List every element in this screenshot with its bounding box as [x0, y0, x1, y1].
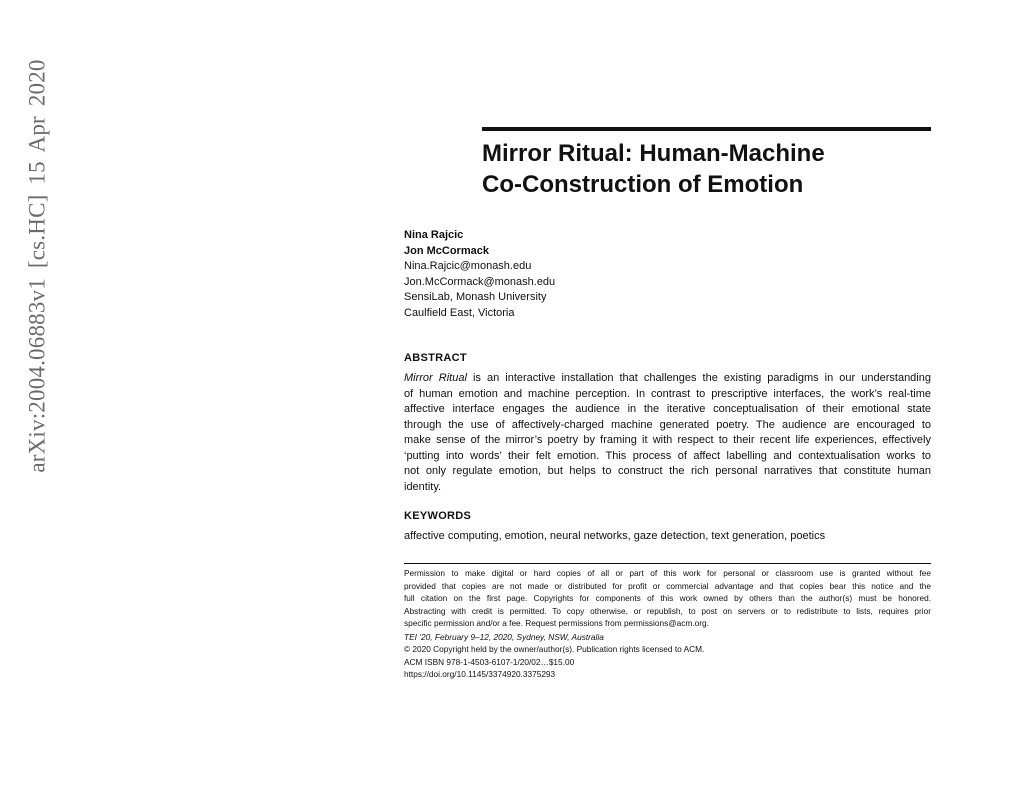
keywords-heading: KEYWORDS: [404, 510, 472, 522]
abstract-body: [404, 371, 931, 495]
permission-line: Abstracting with credit is permitted. To copy otherwise, or republish, to post on servers or to redistribute to lists, requires prior: [404, 605, 931, 616]
author-email-2: Jon.McCormack@monash.edu: [404, 275, 556, 288]
permission-line: Permission to make digital or hard copies of all or part of this work for personal or classroom use is granted without fee: [404, 568, 931, 578]
author-block: [404, 228, 804, 321]
abstract-line: make sense of the mirror’s poetry by framing it with respect to their recent life experiences, effectively: [404, 434, 931, 446]
permission-line: provided that copies are not made or distributed for profit or commercial advantage and that copies bear this notice and the: [404, 580, 931, 591]
permission-footnote: [404, 567, 931, 681]
author-affiliation: SensiLab, Monash University: [404, 291, 547, 303]
abstract-italic-lead: Mirror Ritual: [404, 372, 467, 384]
arxiv-stamp: [23, 38, 53, 493]
author-name-1: Nina Rajcic: [404, 229, 464, 241]
title-rule: [482, 127, 931, 131]
footnote-rule: [404, 563, 931, 564]
abstract-line: through the use of affectively-charged machine generated poetry. The audience are encouraged to: [404, 418, 931, 431]
abstract-line: not only regulate emotion, but helps to construct the rich personal narratives that constitute human: [404, 465, 931, 477]
arxiv-stamp-text: arXiv:2004.06883v1 [cs.HC] 15 Apr 2020: [25, 58, 51, 473]
abstract-line: [404, 371, 931, 387]
abstract-line: affective interface engages the audience in the iterative conceptualisation of their emotional state: [404, 403, 931, 415]
isbn-line: ACM ISBN 978-1-4503-6107-1/20/02…$15.00: [404, 656, 575, 667]
title-line-2: Co-Construction of Emotion: [482, 171, 804, 198]
copyright-notice: © 2020 Copyright held by the owner/author(s). Publication rights licensed to ACM.: [404, 644, 705, 654]
conference-info: TEI ’20, February 9–12, 2020, Sydney, NSW, Australia: [404, 631, 604, 642]
author-location: Caulfield East, Victoria: [404, 306, 515, 319]
doi-link[interactable]: https://doi.org/10.1145/3374920.3375293: [404, 669, 556, 679]
permission-line: full citation on the first page. Copyrights for components of this work owned by others than the author(s) must be honored.: [404, 593, 931, 603]
abstract-line: ‘putting into words’ their felt emotion. This process of affect labelling and contextualisation works to: [404, 449, 931, 462]
abstract-line: identity.: [404, 480, 442, 493]
abstract-line-text: is an interactive installation that challenges the existing paradigms in our understanding: [466, 372, 931, 384]
keywords-text: affective computing, emotion, neural networks, gaze detection, text generation, poetics: [404, 530, 826, 542]
author-name-2: Jon McCormack: [404, 244, 489, 257]
author-email-1: Nina.Rajcic@monash.edu: [404, 260, 532, 272]
permission-line: specific permission and/or a fee. Request permissions from permissions@acm.org.: [404, 618, 709, 628]
title-line-1: Mirror Ritual: Human-Machine: [482, 140, 825, 167]
paper-title: [482, 138, 931, 200]
abstract-heading: ABSTRACT: [404, 352, 467, 364]
abstract-line: of human emotion and machine perception. In contrast to prescriptive interfaces, the work’s real-time: [404, 387, 931, 400]
